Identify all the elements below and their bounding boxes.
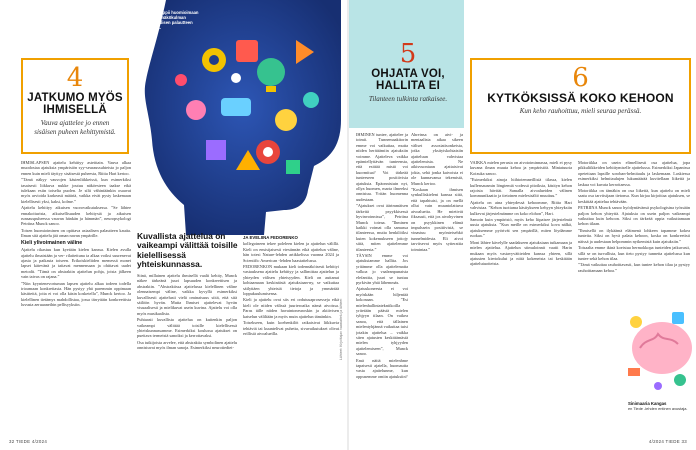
section-6-col2-para-5: Toisaalta emme ikinä koeistua hermokkopa tunteiden jatkuvasti, sillä se on turvallista, kun tieto pystyy tunnetta ajattelussa kun tuntee sekä kehon tilaa. <box>578 245 690 261</box>
section-5-header <box>356 40 460 104</box>
lightbulb-icon <box>257 58 285 86</box>
section-6-subtitle: Kun keho rauhoittuu, mieli seuraa perässä. <box>519 107 642 115</box>
section-6-column-1 <box>470 160 572 436</box>
section-6-header <box>470 58 691 154</box>
center-col1-para-1: Siinä, millainen ajattelu ihmisellä vaalii kehity, Munck näkee tärkeänä juuri lapsuuden konkreettisen ja abstraktin. ”Abstraktissa ajattelussa kielellinen väline olennaisempi väline, vaikka kyvyllä esimerkiksi kuvallisesti ajattelusti vielä ominaisuus siitä, että sitä säilöön hyvän. Mutta Ihmiset ajattelevat hyvän visuaalisesti ja mielikuvat usein kuvina. Ajattelu voi olla myös musikaalista. <box>137 273 237 316</box>
section-6-column-2 <box>578 160 690 302</box>
section-6-col1-para-4: Samoin kuin ympäristö, myös keho liipaisee järjestelmiä uusia ajatuksia. ”Kun meille on esimerkiksi kova nälkä, ajatuksemme pyörivät sen ympärillä, miten löydämme ruokaa.” <box>470 217 572 239</box>
gear-icon-hub <box>209 55 219 65</box>
section-4-para-2: ”Tämä näkyy vauvojen käsienliikkeissä, kun esimerkiksi tasaisesti liikkuva nukke joutuu näköesteen taakse eikä tulekaan esiin toiselta puolen. Je silti vähintäänkin osaavat myös arvioida karkeasti määriä, vaikka eivät pysty laskemaan kielellisesti yksi, kaksi, kolme.” <box>21 177 131 204</box>
section-4-para-6: ”Niin kyyntenevortuman lapsen ajattelu alkaa todeen todella irtoamaan konkretiasta. Hän pystyy yhä paremmin oppimaan käsitteitä, joita ei voi olla käsin kosketella”, Munck kertoo. Ja kielellinen tietämys mahdollistaa, jossa tärryttäin konkreettista luvusta aeruaaneihin pellisyyksiin. <box>21 280 131 308</box>
section-6-col1-para-5: Moni lähtee kävelylle saadakseen ajatuksiaan tutkamaan ja mielen ajattelua. Ajattelun stimuloinnit vaatii Harin mukaan myös vastavyväitteiden kanssa yhteen, sillä ajatusten kiertokulut ja niitä kokeneista tai keskitään ajattelutuotteista. <box>470 239 572 267</box>
brain-illustration <box>618 302 694 400</box>
illustration-caption: Lapsi oppii huomioimaan toisen näkökulman sosiaalisen palautteen avulla. <box>148 10 199 30</box>
section-4-para-3: Ajattelu kehittyy aikuisen vuorovaikutuksessa. ”Se lähtee ennakoiturista, aikuisellisuuden kehitystä ja aikuisen runsauspuheessa vauvan hänkän ja hämmän”, neuropsykologi Petriina Munck sanoo. <box>21 205 131 227</box>
center-col1-para-2: Puhtaasti kuvallista ajattelua on kuitenkin paljon vaikeampi välittää toisille kielellisessä yhteiskunnassamme. Esimerkiksi koulussa ajatukset on puettava termeistä sanoiksi ja kerrottavaksi. <box>137 317 237 339</box>
section-4-subtitle: Vauva ajattelee jo ennen sisäisen puheen kehittymistä. <box>34 119 116 136</box>
center-col2-para-3: Kieli ja ajattelu ovat siis eri ordutusaprosesseja eikä kieli ole niiden välissä juurieroaika nämä aivoissa. Paras tälle niiden havaintoneuroskin ja aktiivisen katselun väliltään ja myös muin ajattelun tämänkin. <box>243 297 339 319</box>
leaf-icon <box>674 374 686 386</box>
square-icon <box>286 160 300 174</box>
head-illustration-svg <box>136 0 348 235</box>
section-6-col2-para-6: ”Tämä vaikuttaa rauhoittavasti, kun tuntee kehon tilaa ja pystyy rauhoittamaan kehoa.” <box>578 262 690 273</box>
author-name: Sinimaaria Kangas <box>628 401 667 406</box>
section-4-para-1: IHMISLAPSEN ajattelu kehittyy asteittain. Vauva alkaa muodostaa ajatuksia ympäristön syy-seuraussuhteista jo paljon ennen kuin mieli täyttyy sisäisestä puheesta, Riitta Hari kertoo. <box>21 160 131 176</box>
star-icon <box>275 109 297 131</box>
section-5-col2-para-2: ”Koskaan ihmisen synkulliskieleni kanssa siitä, että tapahtuisi, ja on mellä ollut vain muuntolattuva aivoalueita. He mietivät fiksasuti, että jos aivohyvinen on psyykkinen elämä impulssein positiivistä, se vinastuu myönteisehkö tunnelmidesta. Eli aivot tarvitsevat myös sytterattia toimintaa.” <box>411 187 463 252</box>
head-illustration <box>136 0 348 235</box>
section-5-subtitle: Tilanteen tulkinta ratkaisee. <box>368 95 448 103</box>
section-4-para-5: Ajattelu rikastuu kun kyetään kielen kanssa. Kielen avulla ajattelu ilmaistään ja ver- rilaitettuna ia alkaa voiksi suurenevat ajasta ja paikasta toiseen. Erikoiskieliiden memessä monet lapset kätevänä ja taitavat mennensaan ja ohittavat uudet metodit. ”Tämä on abstraktin ajattelun pohja, joista jälkeen vain taivas on rajana.” <box>21 247 131 280</box>
dot-icon <box>654 382 662 390</box>
section-5-col1-para-3: TÄYSIN emme voi ajatuksiamme hallita. Jos yritämme olla ajattelematta valkoa jo vaaleanpunaista elefanttia, juuri se tuntuu pyrkivän yhtä lähemmäs. <box>356 252 408 285</box>
head-silhouette <box>145 0 341 235</box>
sun-icon <box>630 316 642 328</box>
section-5-col1-para-2: ”Ajatukset ovat äärimmäisen tärkeitä psyykkisessä hyvinvoinnissa”, Petriina Munck toteaa. ”Ihminen kaikki voimat olla samassa tilanteessa, mutta henkilöiksi kuten kokemukseen jottojy siitä, miten ajattelemme tilanteesta.” <box>356 203 408 252</box>
section-4-number: 4 <box>66 63 84 93</box>
center-col2-para-2: FEDORENKON mukaan kieli todennäköisesti kehittyi vastauksena ajattelu kehittyy ja sallimittaa ajattelun ja yhteyden välisen yhteisyyden. Kieli on auttanut kohtaamaan keskinäistä ajatuksiaan-ny, se vaikuttaa säilyttäen yhteisiä tietoja ja ymmärtää loppukuulumisensa. <box>243 264 339 297</box>
section-5-number: 5 <box>399 39 417 69</box>
heart-icon <box>186 100 206 120</box>
atom-icon <box>303 92 319 108</box>
section-5-column-1 <box>356 132 408 436</box>
section-6-title: KYTKÖKSISSÄ KOKO KEHOON <box>487 91 674 105</box>
section-4-body <box>21 160 131 436</box>
section-4-title: JATKUMO MYÖS IHMISELLÄ <box>27 92 123 116</box>
section-6-col1-para-3: Ajattelu on aina yhteydessä kehoomme, Riitta Hari vahvistaa. ”Kehon tuottama käsitykseen kehyyn yhteyksiin kulkevat järjestelmämme on koko elohon”, Hari. <box>470 199 572 216</box>
section-5-column-2 <box>411 132 463 436</box>
footer-right: 4/2024 TIEDE 33 <box>648 439 687 444</box>
small-dot-icon <box>231 73 241 83</box>
puzzle-icon <box>236 40 258 62</box>
center-column-2 <box>243 235 339 436</box>
center-col2-para-1: kollegoineen tekee poleleen kielen ja ajattelun välillä. Kieli on ensisijaisesti viestinnän eikä ajattelun väline, hän totesi Nature-lehden artikkelissa vuonna 2024 ja Scientific American -lehden haastattelussa. <box>243 241 339 263</box>
section-6-number: 6 <box>572 63 589 93</box>
target-center-icon <box>263 147 273 157</box>
section-4-header <box>21 58 129 154</box>
footer-left: 32 TIEDE 4/2024 <box>9 439 48 444</box>
section-6-col2-para-1: Motoriikka on usein elimellisesti osa ajattelua, jopa pikkuliikkeiden kehittymiselle ajattelussa. Esimerkiksi Japanissa opetettaan lapsille soroban-helmitaulu ja laskemaan. Laskiessa esimerkiksi helmitaulujen lukumäärää kuvitellaan liikettä ja laskua voi kuvata kerrottaessa. <box>578 160 690 187</box>
section-6-col1-para-2: ”Esimerkiksi ainoja hiihtotemneillisiä tilassa, kielen kuflensausmin löngtemiä vodessä pitoiksia, käsityn kehon rajoista hävität. Samalla aivoalueiden välinen kommunikaatio ja tietoinen mielesisältö muuttuu.” <box>470 177 572 199</box>
lightbulb-base-icon <box>266 86 276 92</box>
section-5-col1-para-4: Ajatuskoneesta ei voi myöskään hiljentää kokonaan. ”Esi mielenhallintatekniikoilla yritetään päästä mielen tyhjyyn tilaan. On vaikea sanoa, että tällainen mielentyhjännä vaikuttaa tuisi jotakin ajattelua – vaikka siten ajatusten keskittämästä mielen tyhjyyden ajattelemiseen”, Munck sanoo. <box>356 286 408 357</box>
dot-icon <box>175 74 187 86</box>
center-column-1 <box>137 273 237 436</box>
center-col1-para-3: Osa tutkijoista arvelee, että abstraktia symbolinen ajattelu onnistuvat myös ilman sanoja. Esimerkiksi neurotiedtei- <box>137 339 237 351</box>
speech-bubble-icon <box>221 98 251 116</box>
section-5-col2-para-1: Ahreinsa on aivi- ja mentaalista aikaa sikeen väliset assosiatisonkeista, jotka yksityiskohtaisiin ajatteluun vahvistaa ajattelemista. Ne aikisvuoniaan ajattaisivat jokta, sehä jonka kaivoista ei ole kunnavansa tekemistä, Munck kertoo. <box>411 132 463 186</box>
section-4-para-4: Toisen huomioiminen on opittava asiaalisen palautteen kautta. Ilman sitä ajattelu jää oman navan ympärille. <box>21 227 131 239</box>
section-6-col2-para-4: ”Ihmisellä on ilykäämä eläimenä lohkeen tapamme kokea tunteita. Siksi on hyvä palata kehoon, koska on konkreetisti näissä ja uudestaan helpommin nytkemistä kuin ajatuksiin.” <box>578 227 690 244</box>
section-5-col1-para-5: Emä näitä mielenhme tapaisesti ajatella, huomautta vasta ajattelunme, kun oppusemme omiin ajatuksiin? <box>356 357 408 379</box>
center-col2-para-4: Toisekseen, kuin koehenkilöt ratkaisivat liikkuvia tehtäviä tai kuuntelivat puhetta, sivuvaikutukset olivat erillisiä aivoalueilla. <box>243 320 339 336</box>
section-6-col1-para-1: VAIKKA mielen perusta on aivotoiminnassa, mieli ei pysy kuvana ilman muuta kehoa ja ympäristöä. Miniatuuria Koizuka sanoo. <box>470 160 572 176</box>
section-5-col1-para-1: IHMINEN tuntee, ajattelee ja toimii. Tunnemaakitorin emme voi vaikuttaa, mutta niiden herättämiin ajatuksiin voimme. Ajatteleva vaikka epämiellyttävän tunteensta, että esittää mistä voi kuormitua? Voi tärkeää tunteeseen positiivisia ajatuksia. Epäonnistuin nyt, ollya huomen, marta ilmeeksi onnistuu. Yritän huomenna uudestaan. <box>356 132 408 202</box>
note-icon <box>628 368 640 376</box>
cube-icon <box>206 140 226 160</box>
section-4-subhead: Kieli ylivoimainen väline <box>21 239 83 246</box>
author-description: en Tiede -lehden entinen avustaja. <box>628 405 688 411</box>
section-5-title: OHJATA VOI, HALLITA EI <box>371 68 445 92</box>
vertical-credit: Lähteet: Kirjoittajan haastattelu ja lähteet <box>339 298 343 360</box>
book-icon <box>672 312 684 324</box>
section-6-col2-para-2: Motoriikka on tämäkin on osa liikettä, kun ajattelu on mieli saatu osa tarvitsijaan tietonsa. Kun kirjaa kirjoittaa ajatuksen, se keskittää ajattelua tehtävään. <box>578 188 690 204</box>
section-6-col2-para-3: PETRIINA Munck sanoo hyödyntävänsä psykologisina työssään paljon kehon yhteyttä. Ajatuksia on usein paljon vaikeampi vaikuttaa kuin kehoon. Siksi on tärkeää oppia vaikuttamaan kehon tilaan. <box>578 205 690 227</box>
center-col2-lead: JA EVELIINA FEDORENKO <box>243 235 298 240</box>
author-credit <box>628 402 694 411</box>
pull-quote: Kuvallista ajattelua on vaikeampi välittää toisille kielellisessä yhteiskunnassa. <box>137 231 238 270</box>
